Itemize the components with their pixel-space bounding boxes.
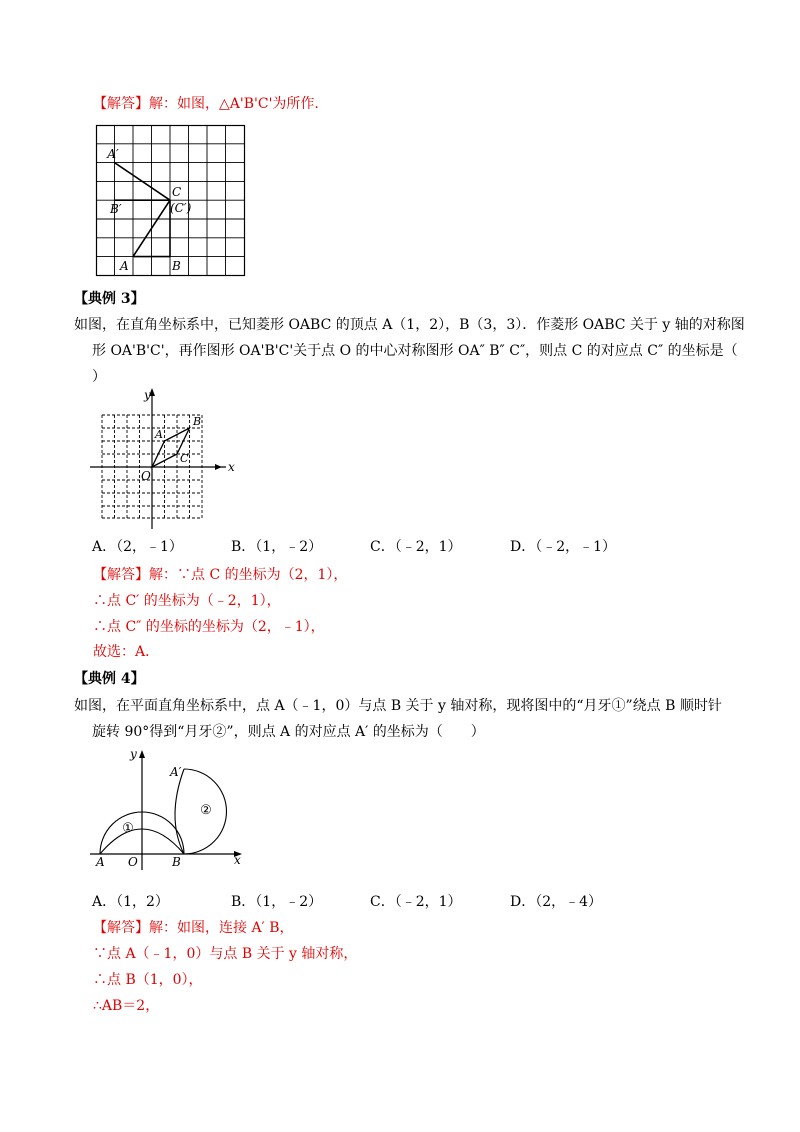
example4-heading: 【典例 4】 — [74, 671, 145, 687]
example2-answer — [93, 95, 319, 113]
example3-option-c: C．（﹣2，1） — [370, 539, 462, 555]
label-O: O — [141, 469, 151, 483]
example4-answer-line1 — [93, 919, 293, 937]
example3-heading: 【典例 3】 — [74, 291, 145, 307]
figure-crescent-rotation — [90, 746, 250, 871]
figure-rhombus-coordinate — [88, 388, 238, 530]
example3-question-line2: 形 OA'B'C'，再作图形 OA'B'C'关于点 O 的中心对称图形 OA″ B″ C″，则点 C 的对应点 C″ 的坐标是（ — [92, 343, 738, 359]
label-circle1: ① — [122, 821, 134, 836]
label-A: A — [155, 428, 163, 441]
example3-answer-line1 — [93, 566, 347, 584]
label-C: C — [172, 185, 182, 199]
answer-tag: 【解答】 — [93, 567, 149, 583]
example3-option-d: D．（﹣2，﹣1） — [510, 539, 617, 555]
label-B: B — [172, 259, 181, 273]
answer-text: 解：∵点 C 的坐标为（2，1）， — [149, 567, 348, 583]
example4-option-b: B．（1，﹣2） — [231, 894, 323, 910]
label-x: x — [228, 460, 235, 474]
example3-option-a: A．（2，﹣1） — [92, 539, 183, 555]
example4-answer-line2: ∵点 A（﹣1，0）与点 B 关于 y 轴对称， — [93, 946, 358, 962]
label-A: A — [120, 259, 129, 273]
example4-answer-line4: ∴AB＝2， — [93, 998, 160, 1014]
example4-option-d: D．（2，﹣4） — [510, 894, 603, 910]
example4-question-line2: 旋转 90°得到“月牙②”，则点 A 的对应点 A′ 的坐标为（ ） — [92, 724, 485, 740]
example3-question-line3: ） — [92, 369, 106, 385]
figure-grid-triangle — [96, 125, 246, 277]
label-C-prime: (C′) — [170, 201, 192, 215]
label-circle2: ② — [200, 803, 212, 818]
example3-answer-line3: ∴点 C″ 的坐标的坐标为（2，﹣1）， — [93, 619, 325, 635]
answer-tag: 【解答】 — [93, 96, 149, 112]
example3-answer-line2: ∴点 C′ 的坐标为（﹣2，1）， — [93, 593, 281, 609]
answer-text: 解：如图，△A'B'C'为所作. — [149, 96, 319, 112]
label-x: x — [234, 853, 241, 867]
example4-option-c: C．（﹣2，1） — [370, 894, 462, 910]
label-C: C — [180, 452, 189, 465]
label-y: y — [130, 747, 137, 761]
example4-question-line1: 如图，在平面直角坐标系中，点 A（﹣1，0）与点 B 关于 y 轴对称，现将图中的“月牙①”绕点 B 顺时针 — [74, 698, 722, 714]
label-O: O — [128, 855, 138, 869]
answer-tag: 【解答】 — [93, 920, 149, 936]
example3-answer-line4: 故选：A． — [93, 644, 160, 660]
label-B-prime: B′ — [110, 202, 122, 216]
answer-text: 解：如图，连接 A′ B， — [149, 920, 294, 936]
example4-option-a: A．（1，2） — [92, 894, 169, 910]
example4-answer-line3: ∴点 B（1，0）， — [93, 972, 203, 988]
example3-option-b: B．（1，﹣2） — [231, 539, 323, 555]
example3-question-line1: 如图，在直角坐标系中，已知菱形 OABC 的顶点 A（1，2），B（3，3）．作菱形 OABC 关于 y 轴的对称图 — [74, 317, 745, 333]
label-A-prime: A′ — [107, 147, 119, 161]
label-B: B — [172, 855, 181, 869]
label-A: A — [96, 855, 105, 869]
label-B: B — [193, 415, 202, 428]
label-y: y — [144, 388, 151, 402]
label-A-prime: A′ — [170, 765, 182, 779]
